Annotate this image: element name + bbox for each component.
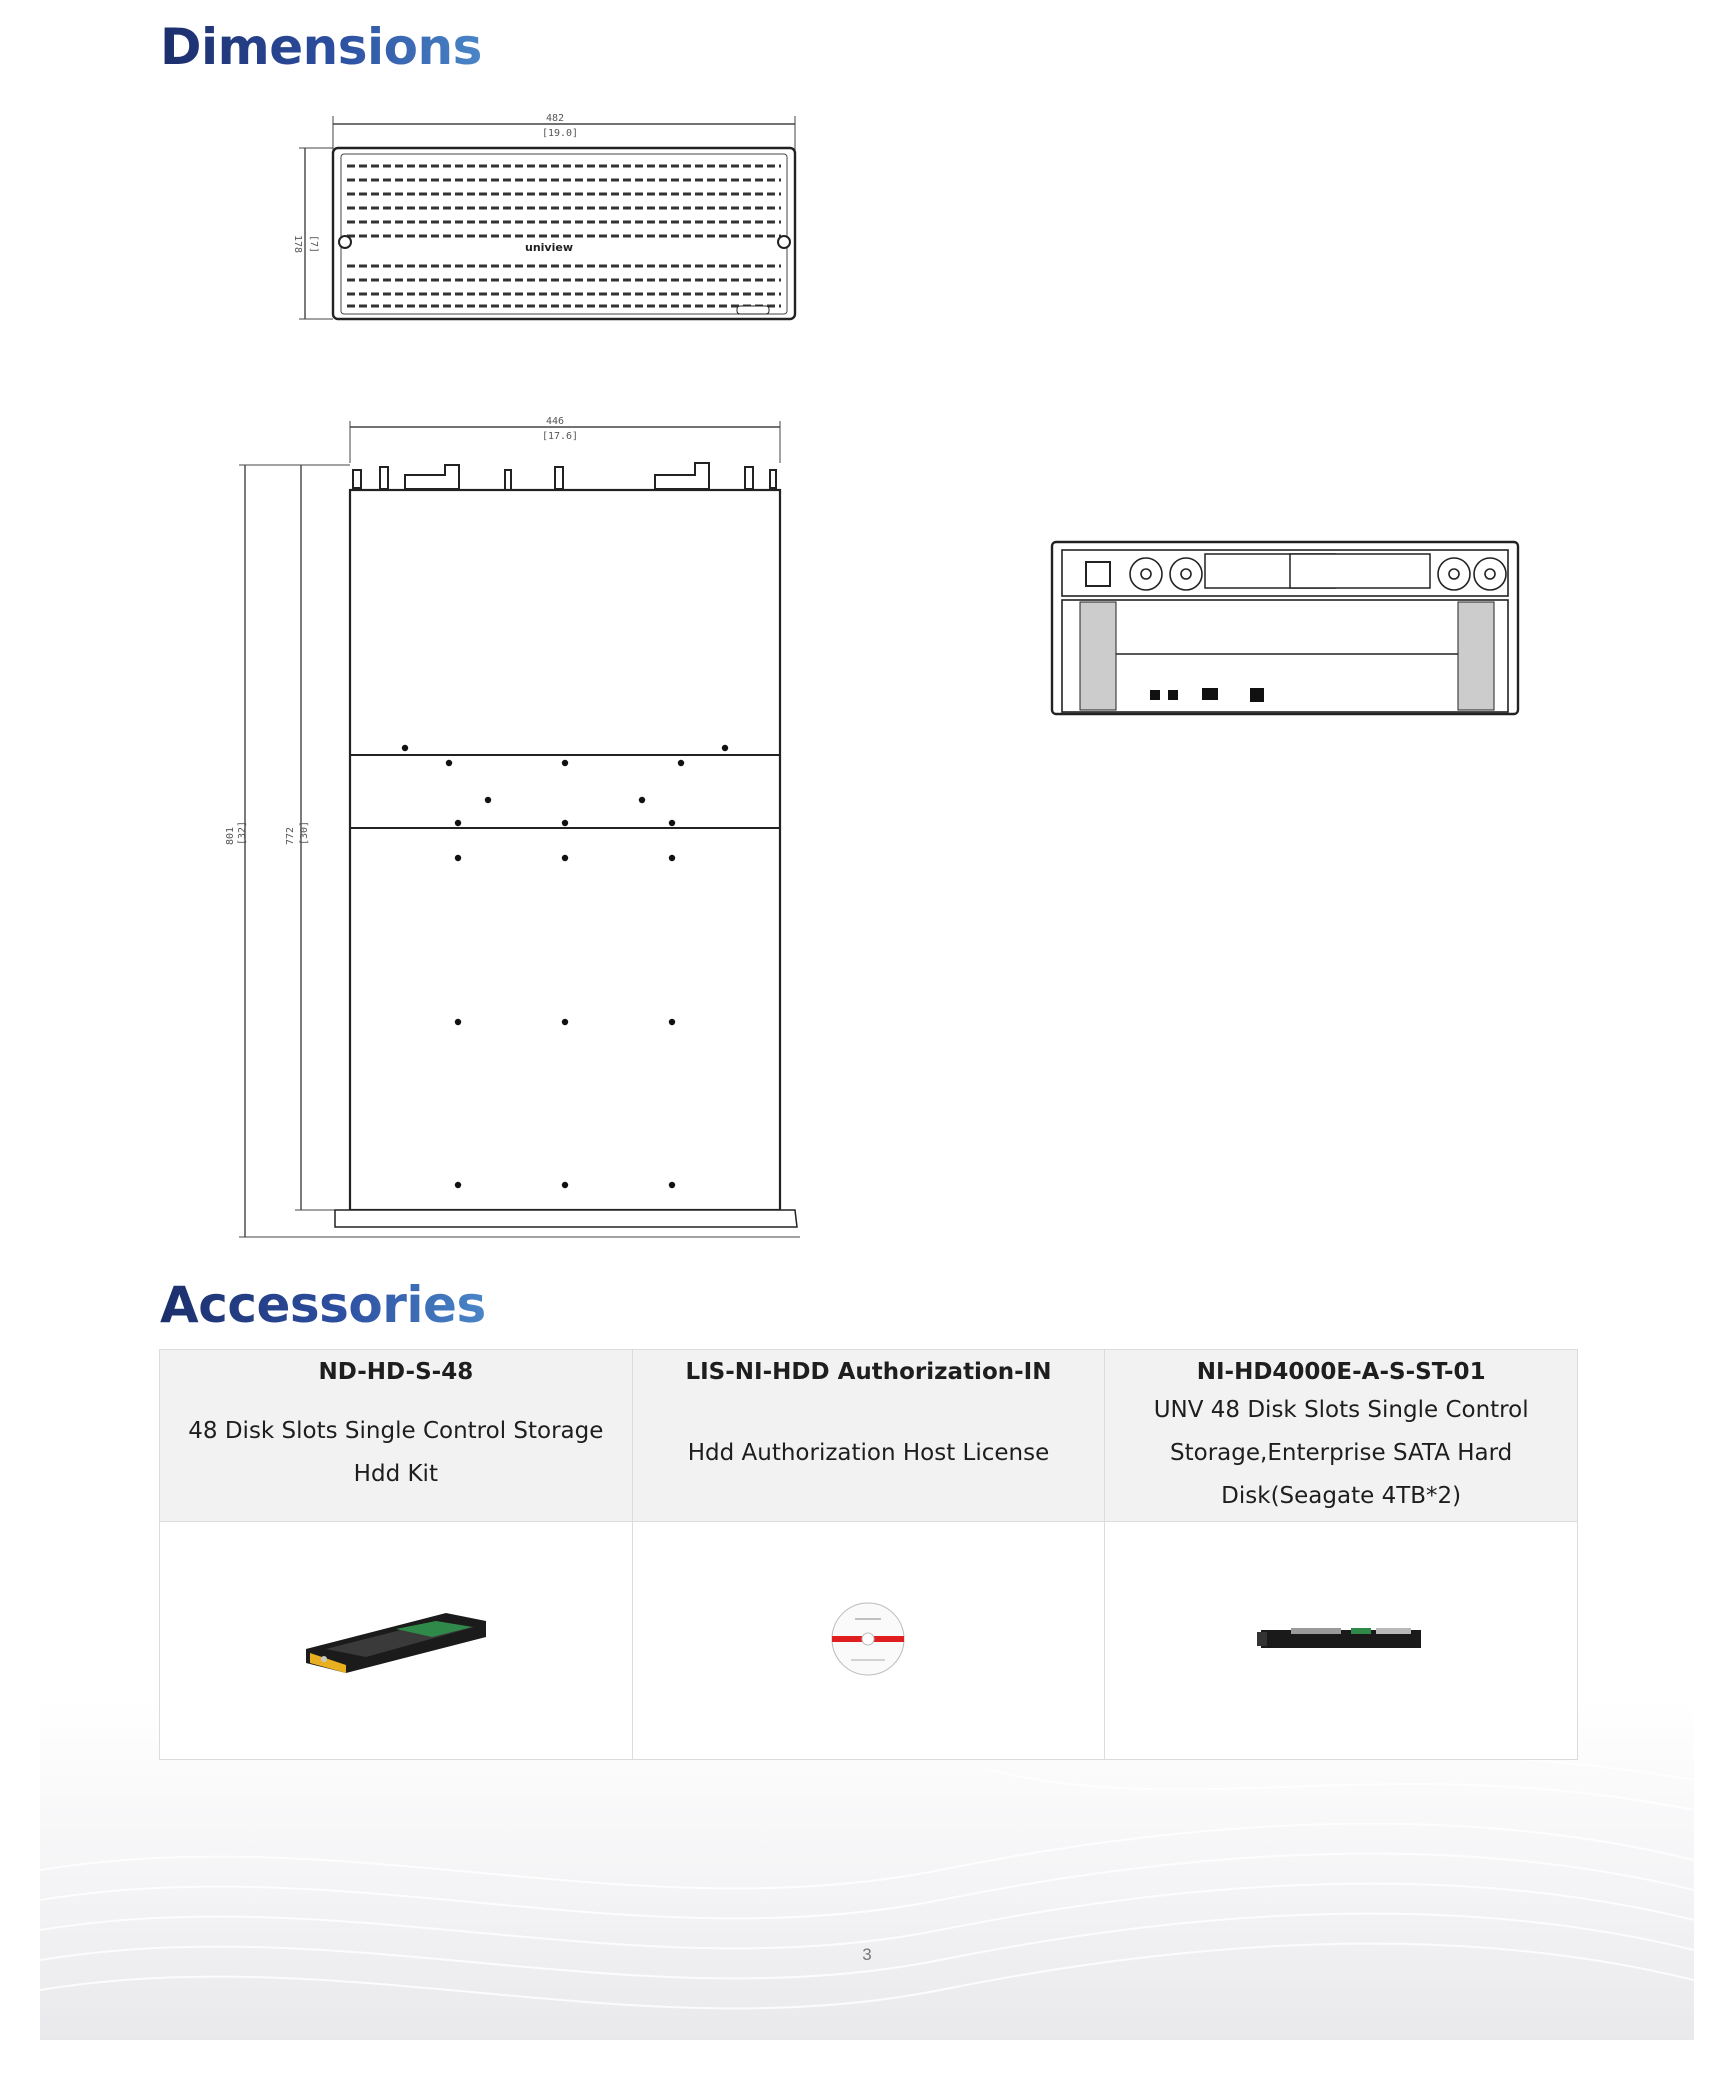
front-height-inch: [7] — [308, 235, 319, 254]
accessory-cell — [160, 1350, 633, 1522]
accessory-cell — [1105, 1350, 1578, 1522]
top-depth-inner-inch: [30] — [299, 820, 310, 845]
front-view-drawing — [285, 110, 815, 330]
accessory-image-cell — [1105, 1522, 1578, 1760]
top-width-label: 446 — [545, 416, 565, 427]
hard-disk-icon — [1251, 1614, 1431, 1664]
accessory-name: ND-HD-S-48 — [318, 1359, 474, 1385]
accessory-description: UNV 48 Disk Slots Single Control Storage,Enterprise SATA Hard Disk(Seagate 4TB*2) — [1153, 1396, 1529, 1509]
front-width-inch: [19.0] — [541, 128, 579, 139]
accessory-description: 48 Disk Slots Single Control Storage Hdd Kit — [188, 1418, 604, 1487]
page-number: 3 — [862, 1945, 872, 1964]
front-height-label: 178 — [292, 235, 303, 254]
hdd-tray-icon — [296, 1599, 496, 1679]
accessories-text-row — [160, 1350, 1578, 1522]
top-depth-inner-label: 772 — [285, 826, 296, 845]
top-depth-outer-inch: [32] — [237, 820, 248, 845]
top-width-inch: [17.6] — [541, 431, 579, 442]
accessory-name: LIS-NI-HDD Authorization-IN — [685, 1359, 1052, 1385]
uniview-logo: uniview — [525, 241, 573, 254]
rear-view-drawing — [1050, 540, 1520, 720]
dimensions-title: Dimensions — [160, 18, 482, 76]
accessory-cell — [632, 1350, 1105, 1522]
front-width-label: 482 — [545, 113, 565, 124]
accessories-image-row — [160, 1522, 1578, 1760]
top-depth-outer-label: 801 — [225, 826, 236, 845]
accessory-image-cell — [632, 1522, 1105, 1760]
accessory-name: NI-HD4000E-A-S-ST-01 — [1196, 1359, 1486, 1385]
accessory-image-cell — [160, 1522, 633, 1760]
accessories-title: Accessories — [160, 1276, 486, 1334]
top-view-drawing — [225, 415, 825, 1245]
license-cd-icon — [823, 1594, 913, 1684]
accessories-table — [159, 1349, 1578, 1760]
accessory-description: Hdd Authorization Host License — [687, 1439, 1050, 1466]
